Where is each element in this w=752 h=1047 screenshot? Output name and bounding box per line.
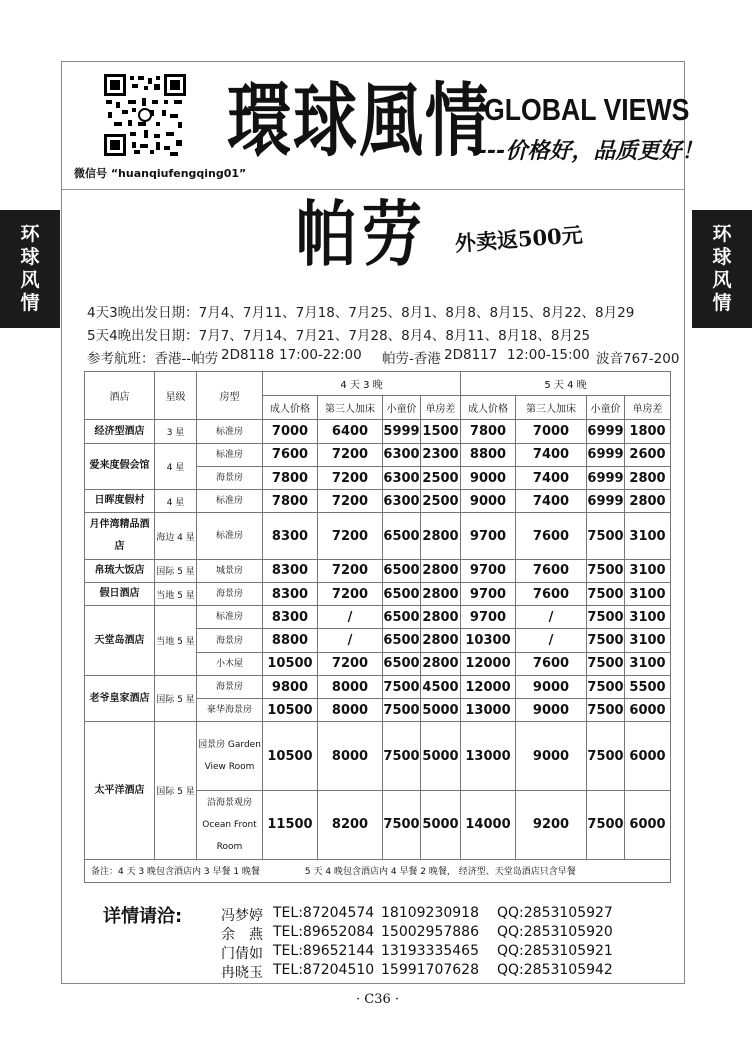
- price-cell: 3100: [625, 652, 671, 675]
- price-cell: 2500: [421, 466, 461, 489]
- price-cell: 7500: [383, 791, 421, 860]
- price-cell: 7500: [587, 629, 625, 652]
- price-cell: 8800: [461, 443, 516, 466]
- col-header-room: 房型: [197, 372, 263, 420]
- contact-tel: TEL:89652144: [273, 943, 375, 959]
- price-cell: 7500: [587, 791, 625, 860]
- price-cell: 7200: [318, 443, 383, 466]
- table-row: [85, 675, 671, 698]
- price-cell: 6500: [383, 652, 421, 675]
- price-cell: 2800: [625, 466, 671, 489]
- price-cell: 1800: [625, 420, 671, 443]
- price-cell: 11500: [263, 791, 318, 860]
- price-cell: 8000: [318, 699, 383, 722]
- price-cell: 6500: [383, 606, 421, 629]
- table-row: [85, 583, 671, 606]
- price-cell: 9700: [461, 513, 516, 559]
- price-cell: 7200: [318, 559, 383, 582]
- header-divider: [62, 189, 684, 190]
- col-header-adult-5d: 成人价格: [461, 396, 516, 420]
- contact-name: 冉晓玉: [221, 965, 263, 981]
- price-cell: 3100: [625, 583, 671, 606]
- col-header-extra-bed-4d: 第三人加床: [318, 396, 383, 420]
- col-header-adult-4d: 成人价格: [263, 396, 318, 420]
- price-cell: 7500: [587, 699, 625, 722]
- price-cell: 8300: [263, 583, 318, 606]
- contact-row: [221, 905, 641, 923]
- table-row: [85, 606, 671, 629]
- price-cell: 7200: [318, 652, 383, 675]
- contact-tel: TEL:89652084: [273, 924, 375, 940]
- contact-tel: TEL:87204574: [273, 905, 375, 921]
- price-cell: 1500: [421, 420, 461, 443]
- price-cell: 6500: [383, 583, 421, 606]
- hotel-name: 爱来度假会馆: [85, 443, 155, 489]
- contact-title: 详情请洽:: [103, 906, 183, 927]
- room-type: 城景房: [197, 559, 263, 582]
- hotel-name: 老爷皇家酒店: [85, 675, 155, 721]
- hotel-star: 国际 5 星: [155, 559, 197, 582]
- hotel-star: 当地 5 星: [155, 606, 197, 676]
- table-row: [85, 559, 671, 582]
- hotel-name: 假日酒店: [85, 583, 155, 606]
- hotel-star: 国际 5 星: [155, 722, 197, 859]
- price-cell: 6300: [383, 443, 421, 466]
- room-type: 海景房: [197, 675, 263, 698]
- room-type: 标准房: [197, 420, 263, 443]
- price-cell: 13000: [461, 699, 516, 722]
- price-cell: 5000: [421, 699, 461, 722]
- brand-slogan: ---价格好，品质更好！: [478, 139, 704, 164]
- price-cell: /: [516, 629, 587, 652]
- price-cell: 7500: [587, 559, 625, 582]
- price-cell: 7400: [516, 443, 587, 466]
- price-cell: 6500: [383, 629, 421, 652]
- price-cell: 8000: [318, 675, 383, 698]
- price-cell: 7200: [318, 513, 383, 559]
- hotel-star: 海边 4 星: [155, 513, 197, 559]
- price-cell: 6000: [625, 699, 671, 722]
- price-cell: 8200: [318, 791, 383, 860]
- price-cell: 2800: [421, 606, 461, 629]
- price-cell: 5999: [383, 420, 421, 443]
- contact-name: 门倩如: [221, 946, 263, 962]
- col-header-star: 星级: [155, 372, 197, 420]
- hotel-rates-table: [84, 371, 671, 883]
- price-cell: 3100: [625, 559, 671, 582]
- price-cell: 2800: [421, 629, 461, 652]
- contact-row: [221, 962, 641, 980]
- price-cell: 7500: [587, 722, 625, 791]
- return-flight-time: 12:00-15:00: [507, 347, 590, 363]
- table-row: [85, 513, 671, 559]
- price-cell: 6500: [383, 513, 421, 559]
- hotel-name: 月伴湾精品酒店: [85, 513, 155, 559]
- price-cell: 6500: [383, 559, 421, 582]
- price-cell: 7500: [383, 675, 421, 698]
- contact-row: [221, 924, 641, 942]
- room-type: 沿海景观房 Ocean Front Room: [197, 791, 263, 860]
- room-type: 标准房: [197, 606, 263, 629]
- table-row: [85, 722, 671, 791]
- contact-mobile: 15991707628: [381, 962, 479, 978]
- contact-qq: QQ:2853105920: [497, 924, 613, 940]
- contact-tel: TEL:87204510: [273, 962, 375, 978]
- price-cell: 7200: [318, 466, 383, 489]
- hotel-star: 国际 5 星: [155, 675, 197, 721]
- hotel-star: 4 星: [155, 490, 197, 513]
- price-cell: 7500: [587, 513, 625, 559]
- price-cell: 6999: [587, 443, 625, 466]
- price-cell: 9000: [516, 722, 587, 791]
- price-cell: 13000: [461, 722, 516, 791]
- price-cell: 7600: [516, 652, 587, 675]
- price-cell: 9000: [461, 490, 516, 513]
- price-cell: 9000: [461, 466, 516, 489]
- outbound-flight-number: 2D8118: [221, 347, 275, 363]
- col-group-5-days: 5 天 4 晚: [461, 372, 671, 396]
- price-cell: 3100: [625, 629, 671, 652]
- price-cell: 9200: [516, 791, 587, 860]
- price-cell: 6400: [318, 420, 383, 443]
- contact-row: [221, 943, 641, 961]
- contact-qq: QQ:2853105942: [497, 962, 613, 978]
- price-cell: 3100: [625, 513, 671, 559]
- col-header-hotel: 酒店: [85, 372, 155, 420]
- price-cell: 7800: [461, 420, 516, 443]
- contact-name: 余 燕: [221, 927, 263, 943]
- page-number: · C36 ·: [356, 992, 400, 1007]
- room-type: 标准房: [197, 513, 263, 559]
- wechat-id-label: 微信号 “huanqiufengqing01”: [74, 167, 247, 180]
- price-cell: /: [516, 606, 587, 629]
- price-cell: 2800: [421, 583, 461, 606]
- price-cell: 9000: [516, 675, 587, 698]
- price-cell: 10500: [263, 722, 318, 791]
- price-cell: 6999: [587, 420, 625, 443]
- contact-mobile: 13193335465: [381, 943, 479, 959]
- price-cell: 9800: [263, 675, 318, 698]
- price-cell: 9700: [461, 559, 516, 582]
- price-cell: 7000: [263, 420, 318, 443]
- price-cell: 10500: [263, 652, 318, 675]
- side-tab-right: 环球风情: [692, 210, 752, 328]
- price-cell: 12000: [461, 652, 516, 675]
- col-header-extra-bed-5d: 第三人加床: [516, 396, 587, 420]
- hotel-name: 太平洋酒店: [85, 722, 155, 859]
- table-note-row: [85, 859, 671, 882]
- flight-info: [87, 347, 687, 365]
- price-cell: 3100: [625, 606, 671, 629]
- table-row: [85, 490, 671, 513]
- price-cell: 10300: [461, 629, 516, 652]
- price-cell: 7200: [318, 490, 383, 513]
- outbound-flight-time: 17:00-22:00: [279, 347, 362, 363]
- price-cell: 7600: [516, 559, 587, 582]
- price-cell: 7500: [587, 583, 625, 606]
- hotel-name: 帛琉大饭店: [85, 559, 155, 582]
- hotel-name: 经济型酒店: [85, 420, 155, 443]
- brand-logo-english: GLOBAL VIEWS: [484, 92, 690, 127]
- room-type: 海景房: [197, 583, 263, 606]
- room-type: 园景房 Garden View Room: [197, 722, 263, 791]
- room-type: 海景房: [197, 629, 263, 652]
- table-row: [85, 443, 671, 466]
- price-cell: 7600: [516, 583, 587, 606]
- price-cell: 6999: [587, 490, 625, 513]
- return-flight-number: 2D8117: [444, 347, 498, 363]
- col-header-single-4d: 单房差: [421, 396, 461, 420]
- price-cell: 5000: [421, 722, 461, 791]
- price-cell: 8300: [263, 513, 318, 559]
- departure-dates-4d: 4天3晚出发日期：7月4、7月11、7月18、7月25、8月1、8月8、8月15、8月22、8月29: [87, 305, 635, 321]
- room-type: 豪华海景房: [197, 699, 263, 722]
- col-header-child-4d: 小童价: [383, 396, 421, 420]
- price-cell: 6300: [383, 466, 421, 489]
- price-cell: 7500: [587, 652, 625, 675]
- col-header-single-5d: 单房差: [625, 396, 671, 420]
- price-cell: 7600: [516, 513, 587, 559]
- price-cell: 2600: [625, 443, 671, 466]
- price-cell: /: [318, 606, 383, 629]
- room-type: 小木屋: [197, 652, 263, 675]
- hotel-name: 日晖度假村: [85, 490, 155, 513]
- brand-logo-chinese: 環球風情: [227, 74, 491, 169]
- price-cell: 9700: [461, 583, 516, 606]
- price-cell: 8000: [318, 722, 383, 791]
- hotel-star: 3 星: [155, 420, 197, 443]
- price-cell: 7500: [587, 606, 625, 629]
- price-cell: 10500: [263, 699, 318, 722]
- flight-label: 参考航班：香港--帕劳: [87, 351, 219, 367]
- price-cell: 6999: [587, 466, 625, 489]
- price-cell: 7400: [516, 490, 587, 513]
- room-type: 标准房: [197, 443, 263, 466]
- price-cell: 2800: [421, 652, 461, 675]
- contact-name: 冯梦婷: [221, 908, 263, 924]
- price-cell: 7800: [263, 466, 318, 489]
- price-cell: 14000: [461, 791, 516, 860]
- table-row: [85, 420, 671, 443]
- contact-mobile: 15002957886: [381, 924, 479, 940]
- hotel-name: 天堂岛酒店: [85, 606, 155, 676]
- destination-title: 帕劳: [296, 194, 428, 277]
- price-cell: 7800: [263, 490, 318, 513]
- price-cell: 7500: [587, 675, 625, 698]
- departure-dates-5d: 5天4晚出发日期：7月7、7月14、7月21、7月28、8月4、8月11、8月18、8月25: [87, 328, 591, 344]
- price-cell: 2800: [625, 490, 671, 513]
- wechat-qr-code: [104, 74, 186, 156]
- price-cell: 4500: [421, 675, 461, 698]
- contact-qq: QQ:2853105927: [497, 905, 613, 921]
- hotel-star: 当地 5 星: [155, 583, 197, 606]
- price-cell: 7500: [383, 722, 421, 791]
- price-cell: 8800: [263, 629, 318, 652]
- col-group-4-days: 4 天 3 晚: [263, 372, 461, 396]
- price-cell: 2800: [421, 513, 461, 559]
- price-cell: 6000: [625, 791, 671, 860]
- return-route: 帕劳-香港: [382, 351, 441, 367]
- price-cell: 7200: [318, 583, 383, 606]
- price-cell: 7600: [263, 443, 318, 466]
- contact-qq: QQ:2853105921: [497, 943, 613, 959]
- table-note: 备注：4 天 3 晚包含酒店内 3 早餐 1 晚餐 5 天 4 晚包含酒店内 4 早餐 2 晚餐， 经济型、天堂岛酒店只含早餐: [85, 859, 671, 882]
- price-cell: 9000: [516, 699, 587, 722]
- price-cell: 2500: [421, 490, 461, 513]
- price-cell: 2300: [421, 443, 461, 466]
- room-type: 标准房: [197, 490, 263, 513]
- price-cell: 5000: [421, 791, 461, 860]
- price-cell: 6000: [625, 722, 671, 791]
- price-cell: /: [318, 629, 383, 652]
- price-cell: 7000: [516, 420, 587, 443]
- price-cell: 12000: [461, 675, 516, 698]
- price-cell: 2800: [421, 559, 461, 582]
- promo-rebate: 外卖返500元: [454, 222, 584, 256]
- aircraft-type: 波音767-200: [596, 351, 680, 367]
- contact-mobile: 18109230918: [381, 905, 479, 921]
- col-header-child-5d: 小童价: [587, 396, 625, 420]
- price-cell: 8300: [263, 606, 318, 629]
- room-type: 海景房: [197, 466, 263, 489]
- price-cell: 7500: [383, 699, 421, 722]
- hotel-star: 4 星: [155, 443, 197, 489]
- price-cell: 5500: [625, 675, 671, 698]
- price-cell: 6300: [383, 490, 421, 513]
- price-cell: 9700: [461, 606, 516, 629]
- price-cell: 7400: [516, 466, 587, 489]
- side-tab-left: 环球风情: [0, 210, 60, 328]
- price-cell: 8300: [263, 559, 318, 582]
